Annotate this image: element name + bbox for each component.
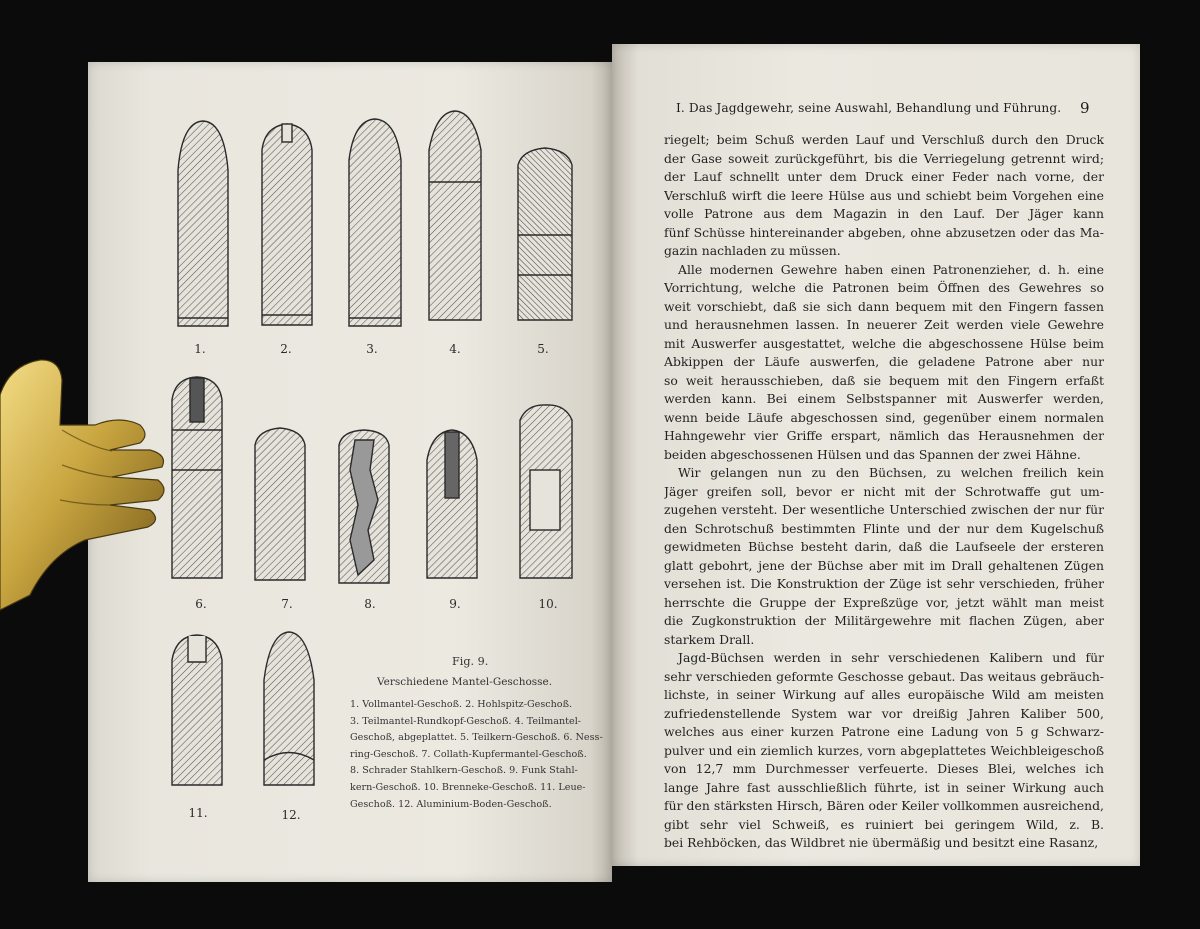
figure-title: Fig. 9. [452, 655, 489, 668]
text-line: sehr verschieden geformte Geschosse gebaut. Das weitaus gebräuch- [664, 668, 1104, 684]
text-line: Hahngewehr vier Griffe erspart, nämlich das Herausnehmen der [664, 428, 1104, 443]
text-line: gazin nachladen zu müssen. [664, 243, 841, 258]
text-line: zufriedenstellende System war vor dreißig Jahren Kaliber 500, [664, 705, 1104, 721]
text-line: den Schrotschuß bestimmten Flinte und der nur dem Kugelschuß [664, 520, 1104, 536]
figure-number: 2. [280, 342, 292, 356]
text-line: Alle modernen Gewehre haben einen Patronenzieher, d. h. eine [678, 261, 1104, 277]
text-line: beiden abgeschossenen Hülsen und das Spannen der zwei Hähne. [664, 446, 1081, 462]
legend-line: 1. Vollmantel-Geschoß. 2. Hohlspitz-Geschoß. [350, 699, 573, 710]
text-line: herrschte die Gruppe der Expreßzüge vor, jetzt wählt man meist [664, 594, 1104, 610]
text-line: Jagd-Büchsen werden in sehr verschiedenen Kalibern und für [678, 650, 1104, 665]
text-line: für den stärksten Hirsch, Bären oder Keiler vollkommen ausreichend, [664, 798, 1104, 813]
text-line: versehen ist. Die Konstruktion der Züge ist sehr verschieden, früher [664, 576, 1104, 591]
text-line: zugehen versteht. Der wesentliche Unterschied zwischen der nur für [664, 502, 1104, 517]
figure-legend [350, 697, 603, 813]
figure-subtitle: Verschiedene Mantel-Geschosse. [377, 676, 553, 688]
text-line: welches aus einer kurzen Patrone eine Ladung von 5 g Schwarz- [664, 724, 1104, 739]
running-header: I. Das Jagdgewehr, seine Auswahl, Behandlung und Führung. [676, 101, 1062, 115]
text-line: von 12,7 mm Durchmesser verfeuerte. Dieses Blei, welches ich [664, 761, 1104, 776]
legend-line: kern-Geschoß. 10. Brenneke-Geschoß. 11. Leue- [350, 781, 586, 793]
bullet-7 [255, 428, 305, 580]
figure-number: 8. [364, 597, 376, 611]
bullet-3 [349, 119, 401, 326]
text-line: die Zugkonstruktion der Militärgewehre mit flachen Zügen, aber [664, 613, 1104, 628]
text-line: bei Rehböcken, das Wildbret nie übermäßig und besitzt eine Rasanz, [664, 835, 1099, 850]
legend-line: ring-Geschoß. 7. Collath-Kupfermantel-Geschoß. [350, 748, 587, 760]
text-line: der Lauf schnellt unter dem Druck einer Feder nach vorne, der [664, 169, 1104, 184]
figure-number: 5. [537, 342, 549, 356]
text-line: Jäger greifen soll, bevor er nicht mit der Schrotwaffe gut um- [664, 483, 1104, 499]
text-line: Abkippen der Läufe auswerfen, die geladene Patrone aber nur [664, 354, 1104, 369]
brass-hand-icon [0, 355, 175, 615]
text-line: starkem Drall. [664, 631, 755, 647]
text-line: lichste, in seiner Wirkung auf alles europäische Wild am meisten [664, 687, 1104, 702]
figure-number: 1. [194, 342, 206, 356]
figure-number: 11. [188, 806, 208, 820]
figure-number: 10. [538, 597, 558, 611]
figure-number: 6. [195, 597, 207, 611]
figure-number: 9. [449, 597, 461, 611]
text-line: riegelt; beim Schuß werden Lauf und Verschluß durch den Druck [664, 132, 1104, 147]
text-line: fünf Schüsse hintereinander abgeben, ohne abzusetzen oder das Ma- [664, 224, 1104, 240]
legend-line: Geschoß. 12. Aluminium-Boden-Geschoß. [350, 798, 552, 810]
text-line: gibt sehr viel Schweiß, es ruiniert bei geringem Wild, z. B. [664, 816, 1104, 832]
text-line: weit vorschiebt, daß sie sich dann bequem mit den Fingern fassen [664, 298, 1104, 314]
text-line: gewidmeten Büchse besteht darin, daß die Laufseele der ersteren [664, 539, 1104, 554]
text-line: Verschluß wirft die leere Hülse aus und schiebt beim Vorgehen eine [664, 187, 1104, 203]
text-line: mit Auswerfer ausgestattet, welche die abgeschossene Hülse beim [664, 335, 1104, 351]
bullet-4 [429, 111, 481, 320]
text-line: lange Jahre fast ausschließlich führte, ist in seiner Wirkung auch [664, 779, 1104, 795]
figure-number: 4. [449, 342, 461, 356]
text-line: werden kann. Bei einem Selbstspanner mit Auswerfer werden, [664, 391, 1104, 406]
legend-line: 8. Schrader Stahlkern-Geschoß. 9. Funk Stahl- [350, 765, 578, 777]
text-line: volle Patrone aus dem Magazin in den Lauf. Der Jäger kann [664, 206, 1104, 221]
text-line: glatt gebohrt, jene der Büchse aber mit im Drall gehaltenen Zügen [664, 557, 1104, 573]
text-line: der Gase soweit zurückgeführt, bis die Verriegelung getrennt wird; [664, 150, 1104, 166]
bullet-1 [178, 121, 228, 326]
page-number: 9 [1080, 99, 1090, 117]
text-line: und herausnehmen lassen. In neuerer Zeit werden viele Gewehre [664, 317, 1104, 332]
text-line: wenn beide Läufe abgeschossen sind, gegenüber einem normalen [664, 409, 1104, 425]
bullet-2 [262, 124, 312, 325]
legend-line: Geschoß, abgeplattet. 5. Teilkern-Geschoß. 6. Ness- [350, 732, 603, 744]
figure-number: 12. [281, 808, 301, 822]
bullet-12 [264, 632, 314, 785]
figure-number: 3. [366, 342, 378, 356]
legend-line: 3. Teilmantel-Rundkopf-Geschoß. 4. Teilmantel- [350, 715, 582, 727]
text-line: Vorrichtung, welche die Patronen beim Öffnen des Gewehres so [664, 280, 1104, 295]
bullet-5 [518, 148, 572, 320]
text-line: so weit herausschieben, daß sie bequem mit den Fingern erfaßt [664, 372, 1104, 388]
body-text [664, 131, 1104, 853]
text-line: pulver und ein ziemlich kurzes, vorn abgeplattetes Weichbleigeschoß [664, 742, 1104, 758]
text-line: Wir gelangen nun zu den Büchsen, zu welchen freilich kein [678, 465, 1104, 480]
figure-number: 7. [281, 597, 293, 611]
